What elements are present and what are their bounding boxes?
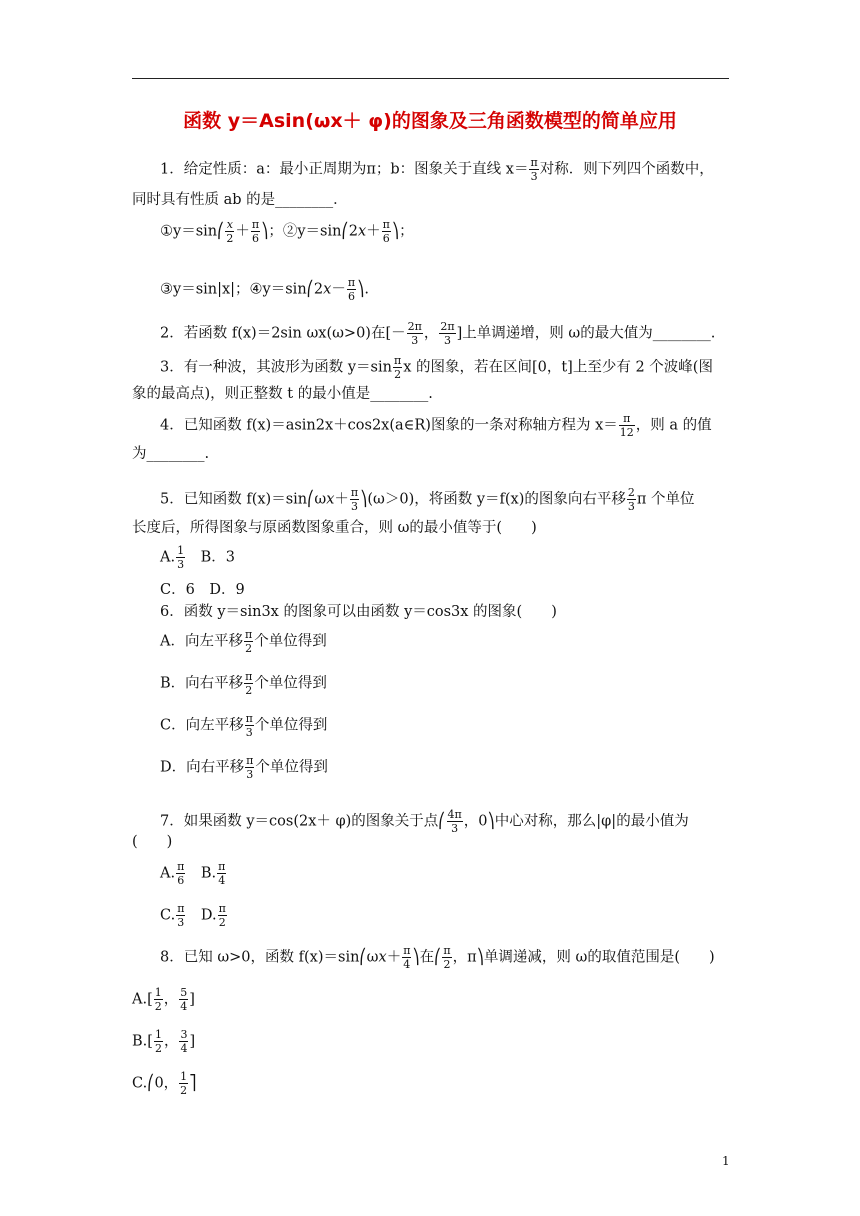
question-8-option-c: C.⎛0， $\frac{1}{2}$ ⎤ xyxy=(132,1070,197,1097)
question-4-line2: 为________. xyxy=(132,446,210,462)
question-7: 7．如果函数 y＝cos(2x＋ φ)的图象关于点⎛ $\frac{4\pi}{3}$ ，0⎞中心对称，那么|φ|的最小值为 xyxy=(160,808,689,835)
question-5: 5．已知函数 f(x)＝sin⎛ωx＋ $\frac{\pi}{3}$ ⎞(ω＞0)，将函数 y＝f(x)的图象向右平移 $\frac{2}{3}$ π 个单位 xyxy=(160,486,695,513)
question-2: 2．若函数 f(x)＝2sin ωx(ω>0)在[－ $\frac{2\pi}{3}$ ， $\frac{2\pi}{3}$ ]上单调递增，则 ω的最大值为________. xyxy=(160,320,716,347)
question-6-option-c: C．向左平移 $\frac{\pi}{3}$ 个单位得到 xyxy=(160,712,328,739)
question-6-option-d: D．向右平移 $\frac{\pi}{3}$ 个单位得到 xyxy=(160,754,328,781)
question-5-options-cd: C．6 D．9 xyxy=(160,582,245,598)
question-3-line2: 象的最高点)，则正整数 t 的最小值是________. xyxy=(132,386,433,402)
question-1: 1．给定性质：a：最小正周期为π；b：图象关于直线 x＝ $\frac{\pi}{3}$ 对称．则下列四个函数中， xyxy=(160,156,714,183)
question-8-option-a: A.[ $\frac{1}{2}$ ， $\frac{5}{4}$ ] xyxy=(132,986,195,1013)
question-5-options-ab: A. $\frac{1}{3}$ B．3 xyxy=(160,544,235,571)
page-number: 1 xyxy=(722,1154,730,1168)
header-rule xyxy=(132,78,729,79)
question-6: 6．函数 y＝sin3x 的图象可以由函数 y＝cos3x 的图象( ) xyxy=(160,604,557,620)
question-7-options-ab: A. $\frac{\pi}{6}$ B. $\frac{\pi}{4}$ xyxy=(160,860,226,887)
question-8-option-b: B.[ $\frac{1}{2}$ ， $\frac{3}{4}$ ] xyxy=(132,1028,196,1055)
question-6-option-b: B．向右平移 $\frac{\pi}{2}$ 个单位得到 xyxy=(160,670,327,697)
question-8: 8．已知 ω>0，函数 f(x)＝sin⎛ωx＋ $\frac{\pi}{4}$ ⎞在⎛ $\frac{\pi}{2}$ ，π⎞单调递减，则 ω的取值范围是( ) xyxy=(160,944,715,971)
question-1-options-34: ③y＝sin|x|；④y＝sin⎛2x－ $\frac{\pi}{6}$ ⎞. xyxy=(160,276,369,303)
question-1-line2: 同时具有性质 ab 的是________． xyxy=(132,192,348,208)
question-7-line2: ( ) xyxy=(132,834,173,850)
question-4: 4．已知函数 f(x)＝asin2x＋cos2x(a∈R)图象的一条对称轴方程为 x＝ $\frac{\pi}{12}$ ，则 a 的值 xyxy=(160,412,712,439)
page-title: 函数 y＝Asin(ωx＋ φ)的图象及三角函数模型的简单应用 xyxy=(183,110,677,132)
question-5-line2: 长度后，所得图象与原函数图象重合，则 ω的最小值等于( ) xyxy=(132,520,537,536)
question-6-option-a: A．向左平移 $\frac{\pi}{2}$ 个单位得到 xyxy=(160,628,327,655)
question-1-options-12: ①y＝sin⎛ $\frac{x}{2}$ ＋ $\frac{\pi}{6}$ ⎞；②y＝sin⎛2x＋ $\frac{\pi}{6}$ ⎞； xyxy=(160,218,414,245)
fraction-pi-3: $\frac{\pi}{3}$ xyxy=(530,156,538,183)
question-3: 3．有一种波，其波形为函数 y＝sin $\frac{\pi}{2}$ x 的图象，若在区间[0，t]上至少有 2 个波峰(图 xyxy=(160,354,713,381)
question-7-options-cd: C. $\frac{\pi}{3}$ D. $\frac{\pi}{2}$ xyxy=(160,902,226,929)
